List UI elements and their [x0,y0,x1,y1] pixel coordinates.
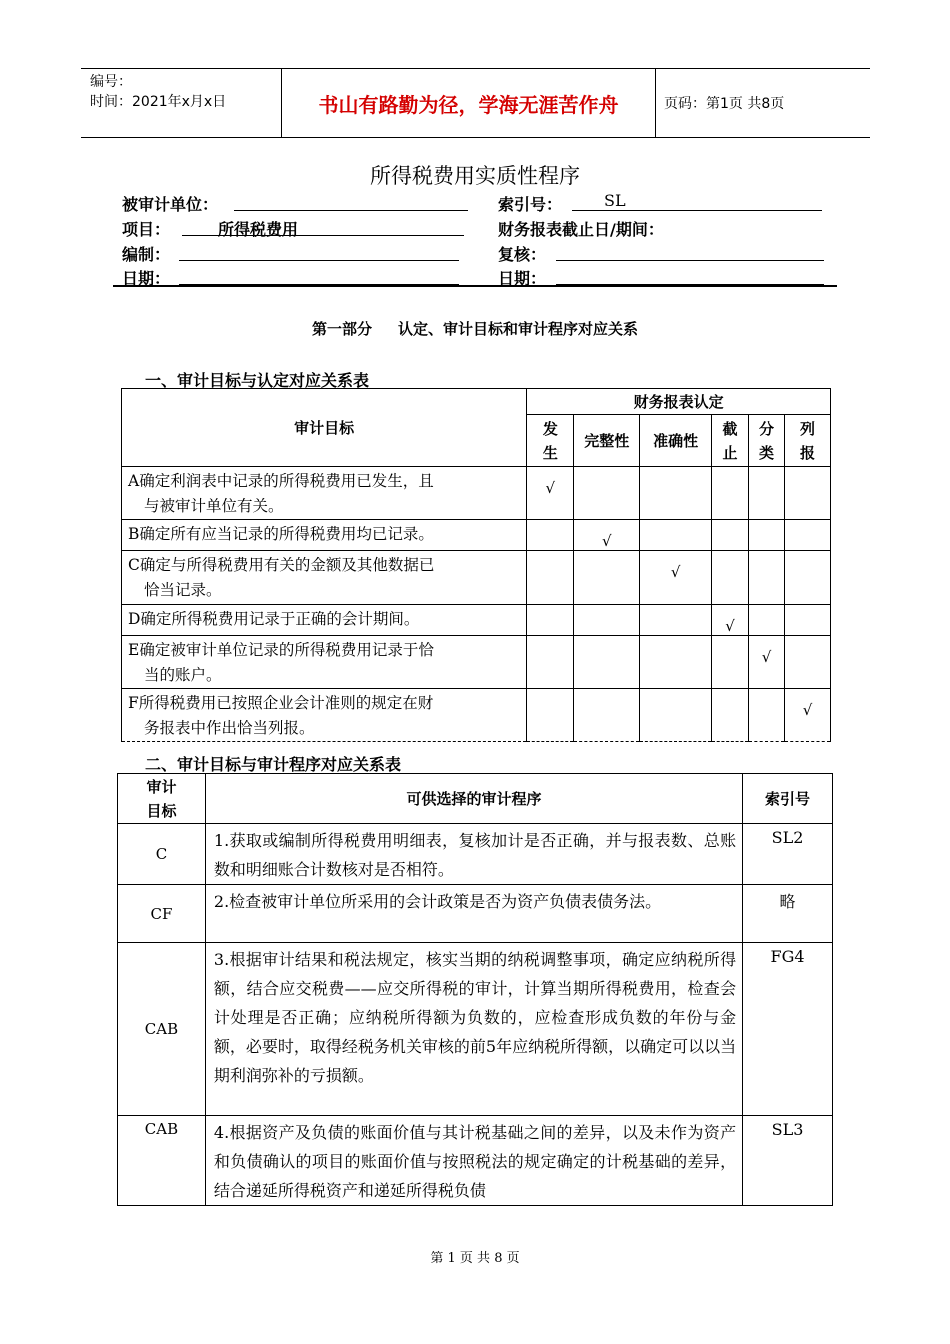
col-index: 索引号 [743,774,833,824]
objective-line2: 恰当记录。 [144,581,222,599]
section1-title: 一、审计目标与认定对应关系表 [145,371,370,390]
assertion-cell [640,551,712,605]
time-label: 时间：2021年x月x日 [90,94,227,110]
objective-line1: A确定利润表中记录的所得税费用已发生，且 [128,472,434,490]
assertion-cell [527,605,574,636]
objective-text [122,551,527,605]
objective-text [122,689,527,742]
assertion-cell [712,551,749,605]
procedure-objective: CAB [118,1116,206,1206]
procedure-table [117,773,833,1206]
procedure-text: 3.根据审计结果和税法规定，核实当期的纳税调整事项，确定应纳税所得额，结合应交税费——应交所得税的审计，计算当期所得税费用，检查会计处理是否正确；应纳税所得额为负数的，应检查形成负数的年份与金额，必要时，取得经税务机关审核的前5年应纳税所得额，以确定可以以当期利润弥补的亏损额。 [205,943,742,1116]
procedure-index: SL3 [743,1116,833,1206]
assertion-cell [712,520,749,551]
objective-row [122,605,831,636]
section2-title: 二、审计目标与审计程序对应关系表 [145,755,402,774]
assertion-cell [527,689,574,742]
objective-line2: 务报表中作出恰当列报。 [144,719,315,737]
assertion-cell [574,636,640,689]
objective-row [122,689,831,742]
col-audit-objective-line2: 目标 [146,801,177,820]
procedure-objective: CF [118,885,206,943]
prepared-field [179,260,459,261]
check-mark-icon: √ [725,617,735,635]
objective-line1: E确定被审计单位记录的所得税费用记录于恰 [128,641,434,659]
assertion-cutoff: 截止 [712,415,749,467]
objective-line1: F所得税费用已按照企业会计准则的规定在财 [128,694,434,712]
check-mark-icon: √ [601,532,612,550]
page-footer: 第 1 页 共 8 页 [430,1251,520,1266]
procedure-index: SL2 [743,824,833,885]
procedure-objective: CAB [118,943,206,1116]
assertion-accuracy: 准确性 [640,415,712,467]
col-audit-objective [118,774,206,824]
col-audit-objective-line1: 审计 [146,777,177,796]
assertion-cell [574,605,640,636]
procedure-text: 4.根据资产及负债的账面价值与其计税基础之间的差异，以及未作为资产和负债确认的项目的账面价值与按照税法的规定确定的计税基础的差异，结合递延所得税资产和递延所得税负债 [205,1116,742,1206]
index-value: SL [604,191,626,210]
check-mark-icon: √ [761,648,772,666]
info-divider [113,285,837,287]
assertion-cell [574,689,640,742]
assertion-table [121,388,831,742]
check-mark-icon: √ [670,563,681,581]
assertion-classification: 分类 [749,415,785,467]
assertion-cell [749,636,785,689]
assertion-cell [640,689,712,742]
assertion-cell [640,520,712,551]
objective-text [122,636,527,689]
assertion-cell [640,605,712,636]
page-title: 所得税费用实质性程序 [370,164,580,188]
procedure-index: 略 [743,885,833,943]
assertion-cell [527,551,574,605]
assertion-cell [785,689,831,742]
assertion-cell [712,689,749,742]
assertion-cell [640,636,712,689]
index-label: 索引号： [498,195,563,214]
objective-text [122,605,527,636]
assertion-cell [574,467,640,520]
project-value: 所得税费用 [218,220,299,239]
objective-line2: 当的账户。 [144,666,222,684]
assertion-cell [574,520,640,551]
col-procedure: 可供选择的审计程序 [205,774,742,824]
assertion-cell [640,467,712,520]
procedure-text: 2.检查被审计单位所采用的会计政策是否为资产负债表债务法。 [205,885,742,943]
assertion-cell [527,467,574,520]
review-field [556,260,824,261]
part-title: 第一部分 认定、审计目标和审计程序对应关系 [311,320,639,338]
procedure-objective: C [118,824,206,885]
assertion-presentation: 列报 [785,415,831,467]
index-field [572,210,822,211]
assertion-cell [527,636,574,689]
header-meta [81,69,281,137]
procedure-text: 1.获取或编制所得税费用明细表，复核加计是否正确，并与报表数、总账数和明细账合计数核对是否相符。 [205,824,742,885]
prepared-label: 编制： [122,245,171,264]
assertion-occurrence: 发生 [527,415,574,467]
assertion-cell [785,520,831,551]
col-assertions: 财务报表认定 [527,389,831,415]
page-header [81,68,870,138]
assertion-cell [527,520,574,551]
auditee-label: 被审计单位： [122,195,219,214]
project-label: 项目： [122,220,171,239]
objective-row [122,551,831,605]
assertion-cell [785,605,831,636]
objective-line2: 与被审计单位有关。 [144,497,284,515]
objective-row [122,636,831,689]
objective-line1: B确定所有应当记录的所得税费用均已记录。 [128,525,434,543]
header-motto: 书山有路勤为径，学海无涯苦作舟 [281,69,656,137]
period-label: 财务报表截止日/期间： [498,220,664,239]
assertion-cell [785,636,831,689]
objective-text [122,520,527,551]
assertion-cell [749,520,785,551]
review-label: 复核： [498,245,547,264]
objective-row [122,520,831,551]
procedure-index: FG4 [743,943,833,1116]
auditee-field [234,210,468,211]
assertion-cell [749,689,785,742]
assertion-cell [712,636,749,689]
assertion-cell [712,605,749,636]
objective-line1: C确定与所得税费用有关的金额及其他数据已 [128,556,435,574]
objective-text [122,467,527,520]
serial-label: 编号： [90,74,132,90]
assertion-cell [785,467,831,520]
date-label-left: 日期： [122,269,171,288]
col-objective: 审计目标 [122,389,527,467]
check-mark-icon: √ [802,701,813,719]
assertion-cell [574,551,640,605]
assertion-cell [712,467,749,520]
assertion-cell [749,467,785,520]
check-mark-icon: √ [545,479,556,497]
date-label-right: 日期： [498,269,547,288]
assertion-cell [785,551,831,605]
objective-line1: D确定所得税费用记录于正确的会计期间。 [128,610,420,628]
assertion-completeness: 完整性 [574,415,640,467]
assertion-cell [749,551,785,605]
header-page-label: 页码：第1页 共8页 [664,96,785,112]
objective-row [122,467,831,520]
assertion-cell [749,605,785,636]
